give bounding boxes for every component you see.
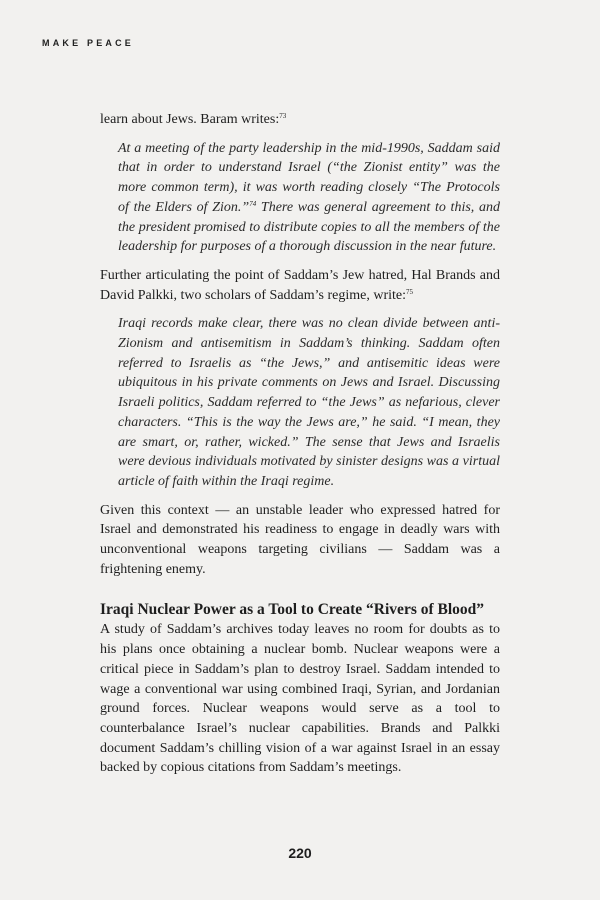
- paragraph-brands-palkki: [100, 266, 500, 305]
- block-quote-baram-text-b: There was general agreement to this, and the president promised to distribute copies to all the members of the leadership for purposes of a thorough discussion in the near future.: [118, 199, 500, 255]
- footnote-ref-75: 75: [406, 287, 413, 296]
- footnote-ref-73: 73: [279, 112, 287, 120]
- running-head: MAKE PEACE: [42, 38, 135, 48]
- block-quote-brands-palkki: Iraqi records make clear, there was no clean divide between anti-Zionism and antisemitism in Saddam’s thinking. Saddam often referred to Israelis as “the Jews,” and antisemitic ideas were ubiquitous in his private comments on Jews and Israel. Discussing Israeli politics, Saddam referred to “the Jews” as nefarious, clever characters. “This is the way the Jews are,” he said. “I mean, they are smart, or, rather, wicked.” The sense that Jews and Israelis were devious individuals motivated by sinister designs was a virtual article of faith within the Iraqi regime.: [118, 316, 500, 489]
- block-quote-baram: [118, 139, 500, 257]
- paragraph-brands-palkki-text: Further articulating the point of Saddam’s Jew hatred, Hal Brands and David Palkki, two scholars of Saddam’s regime, write:: [100, 267, 500, 303]
- paragraph-context: Given this context — an unstable leader who expressed hatred for Israel and demonstrated his readiness to engage in deadly wars with unconventional weapons targeting civilians — Saddam was a frightening enemy.: [100, 502, 500, 577]
- paragraph-intro-text: learn about Jews. Baram writes:: [100, 112, 280, 127]
- block-quote-baram-text-a: At a meeting of the party leadership in the mid-1990s, Saddam said that in order to understand Israel (“the Zionist entity” was the more common term), it was worth reading closely “The Protocols of the Elders of Zion.”: [118, 140, 500, 215]
- section-heading: Iraqi Nuclear Power as a Tool to Create “Rivers of Blood”: [100, 601, 485, 619]
- paragraph-archives: A study of Saddam’s archives today leaves no room for doubts as to his plans once obtaining a nuclear bomb. Nuclear weapons were a critical piece in Saddam’s plan to destroy Israel. Saddam intended to wage a conventional war using combined Iraqi, Syrian, and Jordanian ground forces. Nuclear weapons would serve as a tool to counterbalance Israel’s nuclear capabilities. Brands and Palkki document Saddam’s chilling vision of a war against Israel in an essay backed by copious citations from Saddam’s meetings.: [100, 622, 500, 776]
- page-number: 220: [288, 845, 312, 861]
- page-body: [100, 110, 500, 778]
- footnote-ref-74: 74: [249, 199, 257, 208]
- paragraph-intro: [100, 110, 500, 130]
